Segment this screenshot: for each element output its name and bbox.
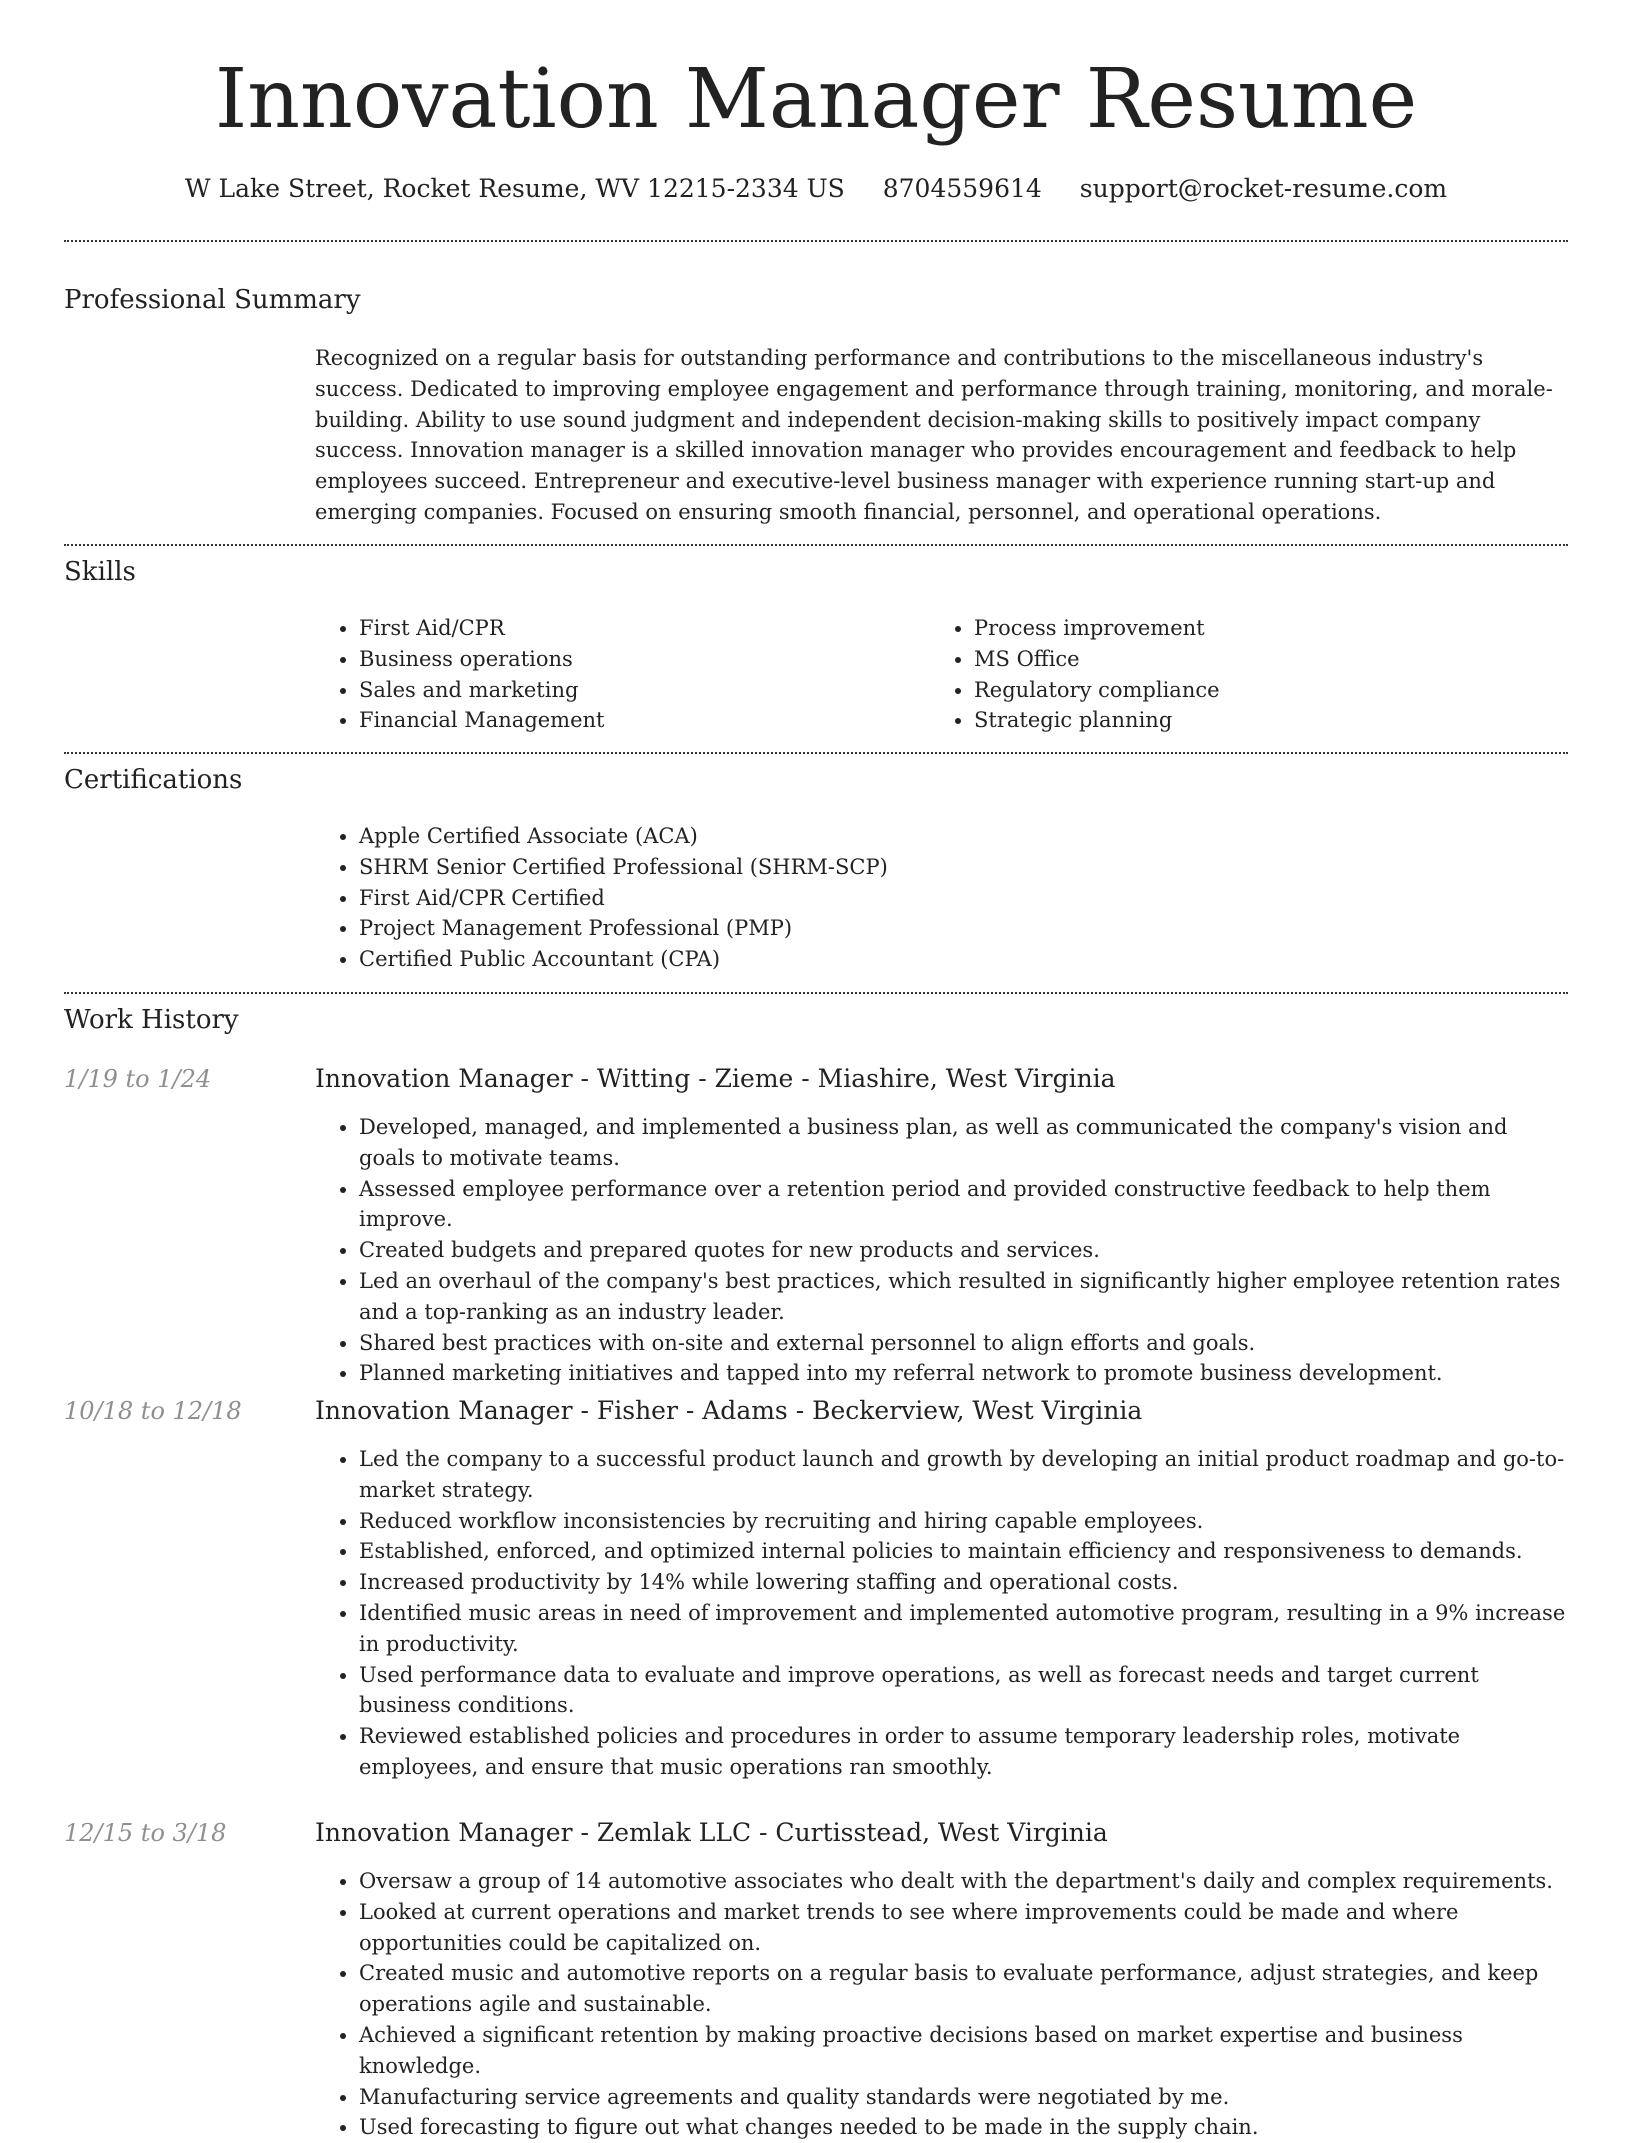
job-bullet: • Increased productivity by 14% while lowering staffing and operational costs. bbox=[359, 1567, 1568, 1598]
skill-item: • MS Office bbox=[974, 644, 1550, 675]
divider bbox=[64, 752, 1568, 754]
summary-text: Recognized on a regular basis for outstanding performance and contributions to the miscellaneous industry's success. Dedicated to improving employee engagement and performance through training, monitoring, and morale-building. Ability to use sound judgment and independent decision-making skills to positively impact company success. Innovation manager is a skilled innovation manager who provides encouragement and feedback to help employees succeed. Entrepreneur and executive-level business manager with experience running start-up and emerging companies. Focused on ensuring smooth financial, personnel, and operational operations. bbox=[315, 346, 1553, 524]
contact-email: support@rocket-resume.com bbox=[1079, 174, 1448, 203]
job-date: 12/15 to 3/18 bbox=[64, 1819, 227, 1847]
skill-item: • Sales and marketing bbox=[359, 675, 895, 706]
job-bullet: • Created budgets and prepared quotes for new products and services. bbox=[359, 1235, 1568, 1266]
job-bullet: • Created music and automotive reports on a regular basis to evaluate performance, adjust strategies, and keep operations agile and sustainable. bbox=[359, 1958, 1568, 2020]
job-bullet: • Established, enforced, and optimized internal policies to maintain efficiency and responsiveness to demands. bbox=[359, 1536, 1568, 1567]
job-bullets bbox=[315, 1866, 1568, 2143]
job-bullet: • Oversaw a group of 14 automotive associates who dealt with the department's daily and complex requirements. bbox=[359, 1866, 1568, 1897]
skill-item: • Process improvement bbox=[974, 613, 1550, 644]
section-title-skills: Skills bbox=[64, 557, 136, 587]
section-title-summary: Professional Summary bbox=[64, 285, 361, 315]
job-bullet: • Led an overhaul of the company's best practices, which resulted in significantly higher employee retention rates and a top-ranking as an industry leader. bbox=[359, 1266, 1568, 1328]
job-bullet: • Planned marketing initiatives and tapped into my referral network to promote business development. bbox=[359, 1358, 1568, 1389]
divider bbox=[64, 240, 1568, 242]
skill-item: • Financial Management bbox=[359, 705, 895, 736]
job-bullet: • Developed, managed, and implemented a business plan, as well as communicated the company's vision and goals to motivate teams. bbox=[359, 1112, 1568, 1174]
section-title-certifications: Certifications bbox=[64, 765, 243, 795]
job-bullet: • Manufacturing service agreements and quality standards were negotiated by me. bbox=[359, 2082, 1568, 2113]
job-bullets bbox=[315, 1444, 1568, 1783]
job-date: 10/18 to 12/18 bbox=[64, 1397, 242, 1425]
job-bullet: • Shared best practices with on-site and external personnel to align efforts and goals. bbox=[359, 1328, 1568, 1359]
skill-item: • Regulatory compliance bbox=[974, 675, 1550, 706]
certification-item: • Apple Certified Associate (ACA) bbox=[359, 821, 1315, 852]
job-bullet: • Assessed employee performance over a retention period and provided constructive feedback to help them improve. bbox=[359, 1174, 1568, 1236]
skills-left-column bbox=[315, 613, 895, 736]
skill-item: • Strategic planning bbox=[974, 705, 1550, 736]
job-bullet: • Used performance data to evaluate and improve operations, as well as forecast needs and target current business conditions. bbox=[359, 1660, 1568, 1722]
contact-phone: 8704559614 bbox=[882, 174, 1042, 203]
certification-item: • Certified Public Accountant (CPA) bbox=[359, 944, 1315, 975]
certification-item: • Project Management Professional (PMP) bbox=[359, 913, 1315, 944]
job-bullet: • Identified music areas in need of improvement and implemented automotive program, resulting in a 9% increase in productivity. bbox=[359, 1598, 1568, 1660]
job-bullet: • Used forecasting to figure out what changes needed to be made in the supply chain. bbox=[359, 2112, 1568, 2143]
divider bbox=[64, 544, 1568, 546]
divider bbox=[64, 992, 1568, 994]
certification-item: • First Aid/CPR Certified bbox=[359, 883, 1315, 914]
certifications-list bbox=[315, 821, 1315, 975]
job-bullet: • Looked at current operations and market trends to see where improvements could be made and where opportunities could be capitalized on. bbox=[359, 1897, 1568, 1959]
job-bullet: • Reduced workflow inconsistencies by recruiting and hiring capable employees. bbox=[359, 1506, 1568, 1537]
job-title: Innovation Manager - Fisher - Adams - Beckerview, West Virginia bbox=[315, 1396, 1143, 1425]
job-title: Innovation Manager - Zemlak LLC - Curtisstead, West Virginia bbox=[315, 1818, 1108, 1847]
job-bullet: • Achieved a significant retention by making proactive decisions based on market expertise and business knowledge. bbox=[359, 2020, 1568, 2082]
skill-item: • First Aid/CPR bbox=[359, 613, 895, 644]
certification-item: • SHRM Senior Certified Professional (SHRM-SCP) bbox=[359, 852, 1315, 883]
contact-line bbox=[0, 172, 1632, 206]
job-title: Innovation Manager - Witting - Zieme - Miashire, West Virginia bbox=[315, 1064, 1116, 1093]
job-bullet: • Reviewed established policies and procedures in order to assume temporary leadership roles, motivate employees, and ensure that music operations ran smoothly. bbox=[359, 1721, 1568, 1783]
job-bullet: • Led the company to a successful product launch and growth by developing an initial product roadmap and go-to-market strategy. bbox=[359, 1444, 1568, 1506]
skills-right-column bbox=[930, 613, 1550, 736]
job-bullets bbox=[315, 1112, 1568, 1389]
section-title-work-history: Work History bbox=[64, 1005, 239, 1035]
contact-address: W Lake Street, Rocket Resume, WV 12215-2334 US bbox=[184, 174, 845, 203]
skill-item: • Business operations bbox=[359, 644, 895, 675]
job-date: 1/19 to 1/24 bbox=[64, 1065, 212, 1093]
resume-title: Innovation Manager Resume bbox=[214, 52, 1418, 147]
